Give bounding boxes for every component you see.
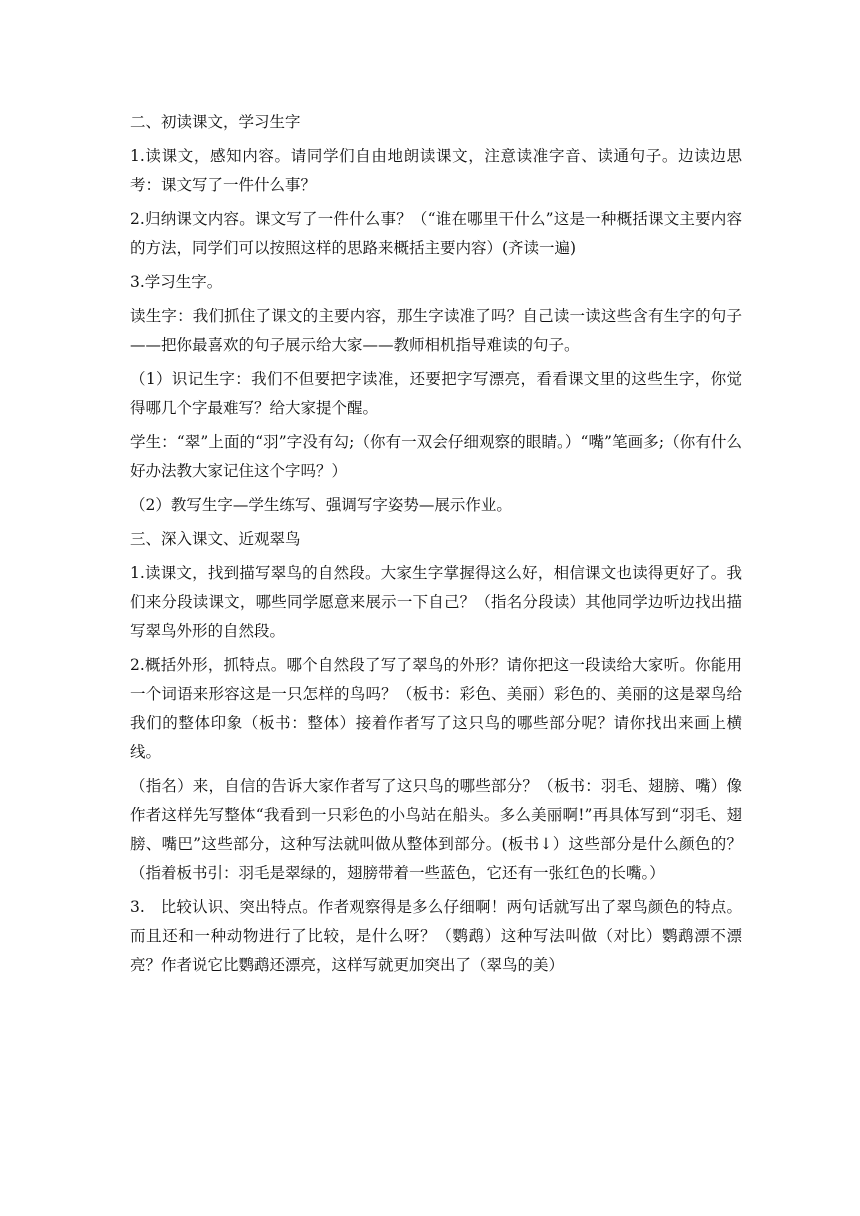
paragraph: （2）教写生字—学生练写、强调写字姿势—展示作业。: [130, 496, 512, 514]
paragraph: 2.归纳课文内容。课文写了一件什么事？（“谁在哪里干什么”这是一种概括课文主要内容的方法，同学们可以按照这样的思路来概括主要内容）(齐读一遍): [130, 210, 742, 257]
paragraph: 学生：“翠”上面的“羽”字没有勾;（你有一双会仔细观察的眼睛。）“嘴”笔画多;（你有什么好办法教大家记住这个字吗？）: [130, 433, 742, 480]
document-body: [130, 108, 742, 980]
paragraph: （指名）来，自信的告诉大家作者写了这只鸟的哪些部分？（板书：羽毛、翅膀、嘴）像作者这样先写整体“我看到一只彩色的小鸟站在船头。多么美丽啊!”再具体写到“羽毛、翅膀、嘴巴”这些部分，这种写法就叫做从整体到部分。(板书↓）这些部分是什么颜色的？（指着板书引：羽毛是翠绿的，翅膀带着一些蓝色，它还有一张红色的长嘴。）: [130, 777, 742, 882]
paragraph: 2.概括外形，抓特点。哪个自然段了写了翠鸟的外形？请你把这一段读给大家听。你能用一个词语来形容这是一只怎样的鸟吗？（板书：彩色、美丽）彩色的、美丽的这是翠鸟给我们的整体印象（板书：整体）接着作者写了这只鸟的哪些部分呢？请你找出来画上横线。: [130, 656, 742, 761]
paragraph: 读生字：我们抓住了课文的主要内容，那生字读准了吗？自己读一读这些含有生字的句子——把你最喜欢的句子展示给大家——教师相机指导难读的句子。: [130, 307, 742, 354]
paragraph: （1）识记生字：我们不但要把字读准，还要把字写漂亮，看看课文里的这些生字，你觉得哪几个字最难写？给大家提个醒。: [130, 370, 742, 417]
section-heading-3: 三、深入课文、近观翠鸟: [130, 530, 301, 548]
section-heading-2: 二、初读课文，学习生字: [130, 113, 301, 131]
paragraph: 1.读课文，找到描写翠鸟的自然段。大家生字掌握得这么好，相信课文也读得更好了。我们来分段读课文，哪些同学愿意来展示一下自己？（指名分段读）其他同学边听边找出描写翠鸟外形的自然段。: [130, 564, 742, 640]
paragraph: 3.学习生字。: [130, 273, 223, 291]
paragraph: 3. 比较认识、突出特点。作者观察得是多么仔细啊！两句话就写出了翠鸟颜色的特点。而且还和一种动物进行了比较，是什么呀？（鹦鹉）这种写法叫做（对比）鹦鹉漂不漂亮？作者说它比鹦鹉还漂亮，这样写就更加突出了（翠鸟的美）: [130, 898, 742, 974]
paragraph: 1.读课文，感知内容。请同学们自由地朗读课文，注意读准字音、读通句子。边读边思考：课文写了一件什么事？: [130, 147, 742, 194]
